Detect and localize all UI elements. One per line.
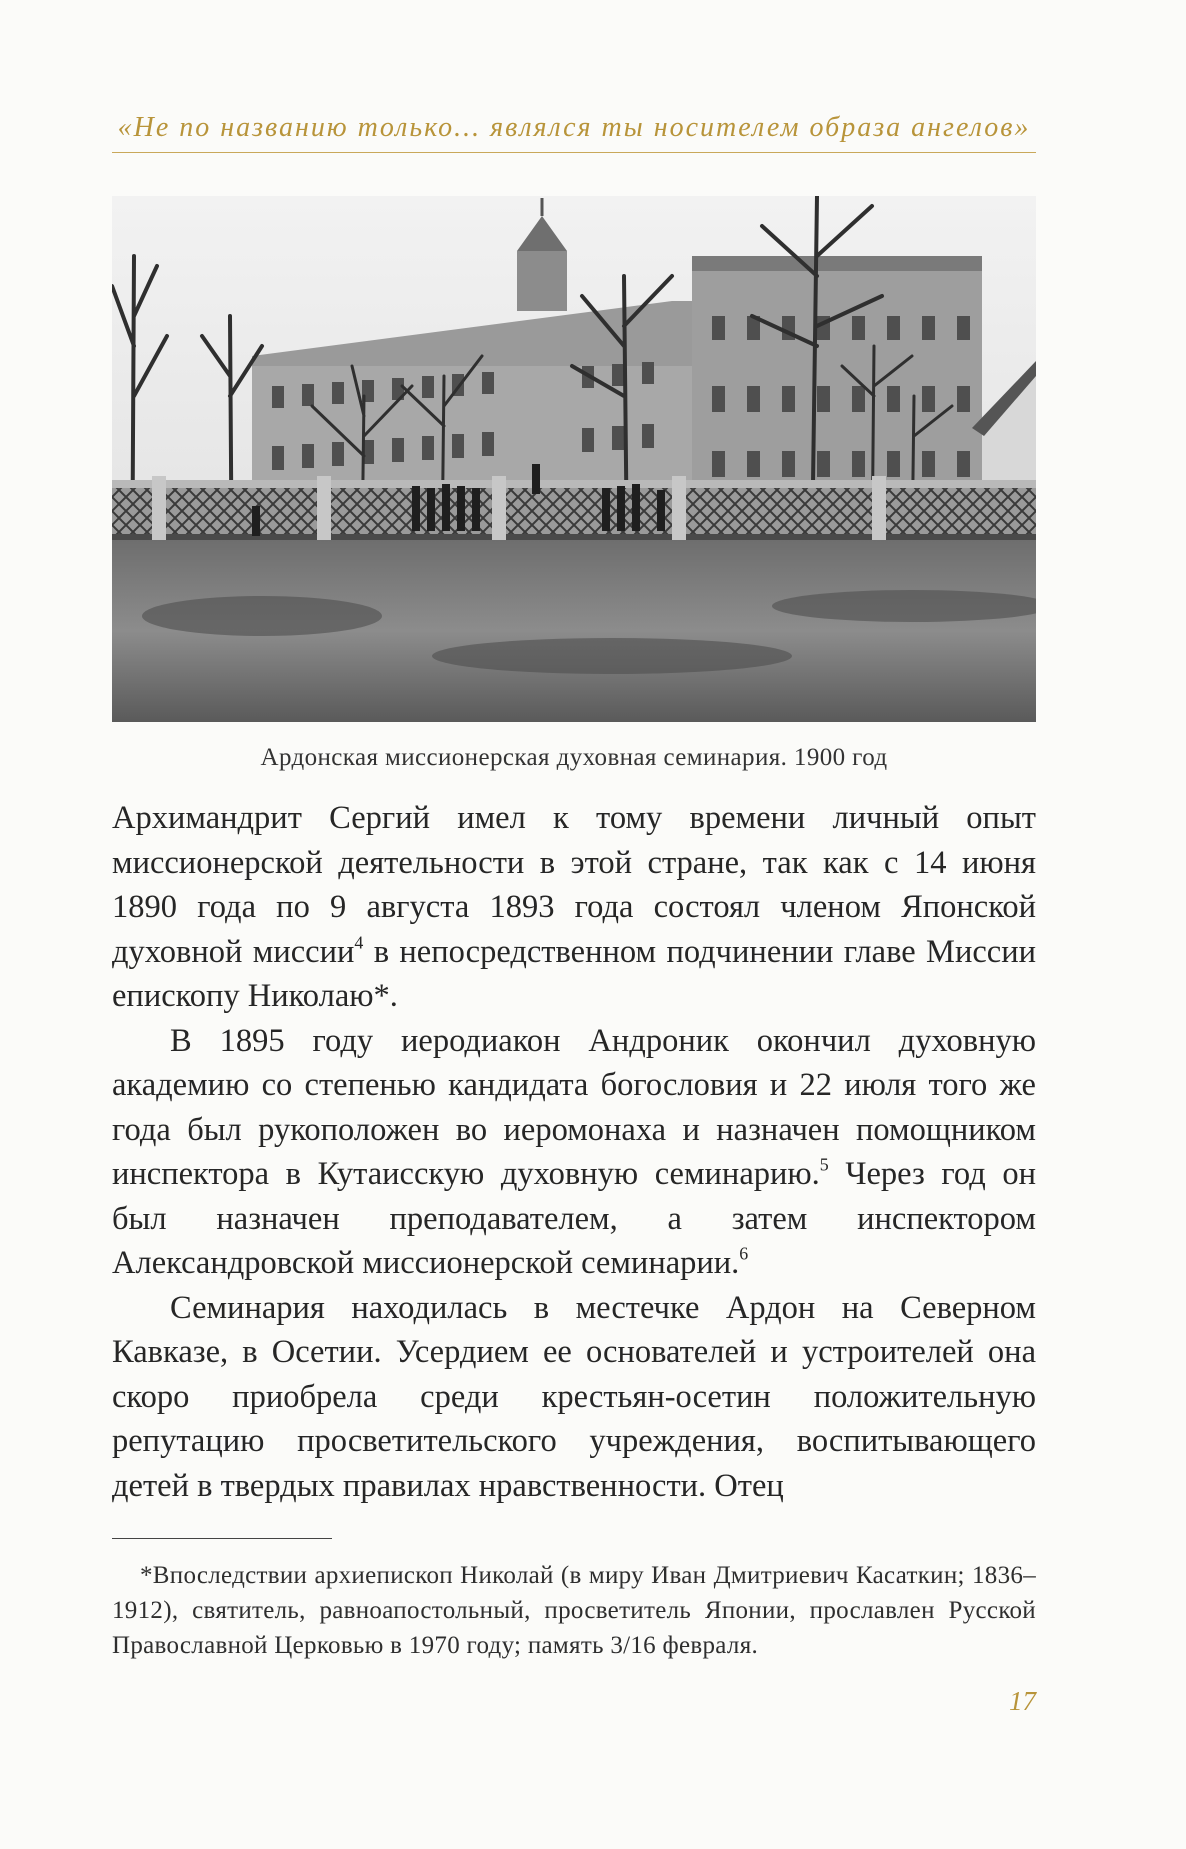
paragraph-text: В 1895 году иеродиакон Андроник окончил духовную академию со степенью кандидата богословия и 22 июля того же года был рукоположен во иеромонаха и назначен помощником инспектора в Кутаисскую духовную семинарию. [112,1022,1036,1192]
paragraph [112,1286,1036,1509]
paragraph [112,796,1036,1019]
footnote [112,1558,1036,1663]
figure-caption: Ардонская миссионерская духовная семинария. 1900 год [260,744,888,771]
page-number: 17 [1009,1686,1036,1716]
footnote-rule [112,1538,332,1539]
paragraph-text: Семинария находилась в местечке Ардон на Северном Кавказе, в Осетии. Усердием ее основателей и устроителей она скоро приобрела среди крестьян-осетин положительную репутацию просветительского учреждения, воспитывающего детей в твердых правилах нравственности. Отец [112,1289,1036,1504]
footnote-ref: 5 [819,1154,829,1175]
running-header: «Не по названию только... являлся ты носителем образа ангелов» [117,112,1031,143]
footnote-ref: 4 [354,932,364,953]
header-rule [112,152,1036,153]
paragraph [112,1019,1036,1286]
seminary-photo [112,196,1036,722]
footnote-text: *Впоследствии архиепископ Николай (в миру Иван Дмитриевич Касаткин; 1836–1912), святитель, равноапостольный, просветитель Японии, прославлен Русской Православной Церковью в 1970 году; память 3/16 февраля. [112,1562,1036,1659]
paragraph-text: Через год он был назначен преподавателем, а затем инспектором Александровской миссионерской семинарии. [112,1156,1036,1281]
footnote-ref: 6 [739,1243,749,1264]
main-text [112,796,1036,1508]
paragraph-text: в непосредственном подчинении главе Миссии епископу Николаю*. [112,933,1036,1014]
paragraph-text: Архимандрит Сергий имел к тому времени личный опыт миссионерской деятельности в этой стране, так как с 14 июня 1890 года по 9 августа 1893 года состоял членом Японской духовной миссии [112,800,1036,970]
